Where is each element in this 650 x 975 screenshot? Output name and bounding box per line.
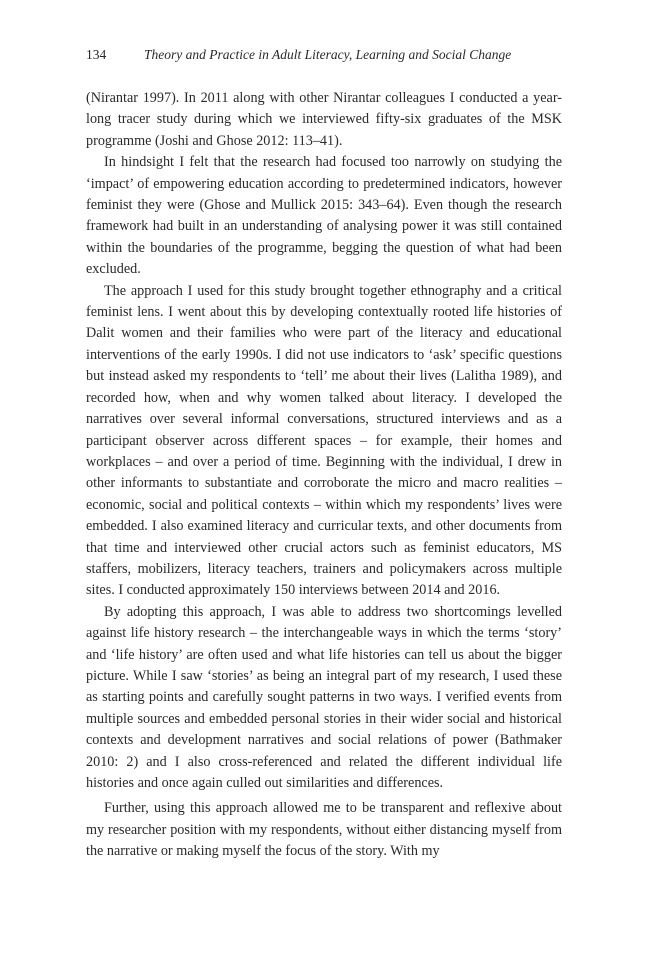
body-text: [86, 88, 562, 863]
running-head: [86, 46, 566, 64]
paragraph-continued: (Nirantar 1997). In 2011 along with other Nirantar colleagues I conducted a year-long tracer study during which we interviewed fifty-six graduates of the MSK programme (Joshi and Ghose 2012: 113–41).: [86, 90, 562, 149]
page-number: 134: [86, 47, 107, 62]
running-title: Theory and Practice in Adult Literacy, Learning and Social Change: [144, 47, 512, 62]
paragraph-adopting: By adopting this approach, I was able to address two shortcomings levelled against life history research – the interchangeable ways in which the terms ‘story’ and ‘life history’ are often used and what life histories can tell us about the bigger picture. While I saw ‘stories’ as being an integral part of my research, I used these as starting points and carefully sought patterns in two ways. I verified events from multiple sources and embedded personal stories in their wider social and historical contexts and development narratives and social relations of power (Bathmaker 2010: 2) and I also cross-referenced and related the different individual life histories and once again culled out similarities and differences.: [86, 603, 562, 791]
paragraph-hindsight: In hindsight I felt that the research had focused too narrowly on studying the ‘impact’ of empowering education according to predetermined indicators, however feminist they were (Ghose and Mullick 2015: 343–64). Even though the research framework had built in an understanding of analysing power it was still contained within the boundaries of the programme, begging the question of what had been excluded.: [86, 154, 562, 278]
paragraph-further: Further, using this approach allowed me to be transparent and reflexive about my researcher position with my respondents, without either distancing myself from the narrative or making myself the focus of the story. With my: [86, 800, 562, 860]
paragraph-approach: The approach I used for this study brought together ethnography and a critical feminist lens. I went about this by developing contextually rooted life histories of Dalit women and their families who were part of the literacy and educational interventions of the early 1990s. I did not use indicators to ‘ask’ specific questions but instead asked my respondents to ‘tell’ me about their lives (Lalitha 1989), and recorded how, when and why women talked about literacy. I developed the narratives over several informal conversations, structured interviews and as a participant observer across different spaces – for example, their homes and workplaces – and over a period of time. Beginning with the individual, I drew in other informants to substantiate and corroborate the micro and macro realities – economic, social and political contexts – within which my respondents’ lives were embedded. I also examined literacy and curricular texts, and other documents from that time and interviewed other crucial actors such as feminist educators, MS staffers, mobilizers, literacy teachers, trainers and policymakers across multiple sites. I conducted approximately 150 interviews between 2014 and 2016.: [86, 282, 562, 599]
